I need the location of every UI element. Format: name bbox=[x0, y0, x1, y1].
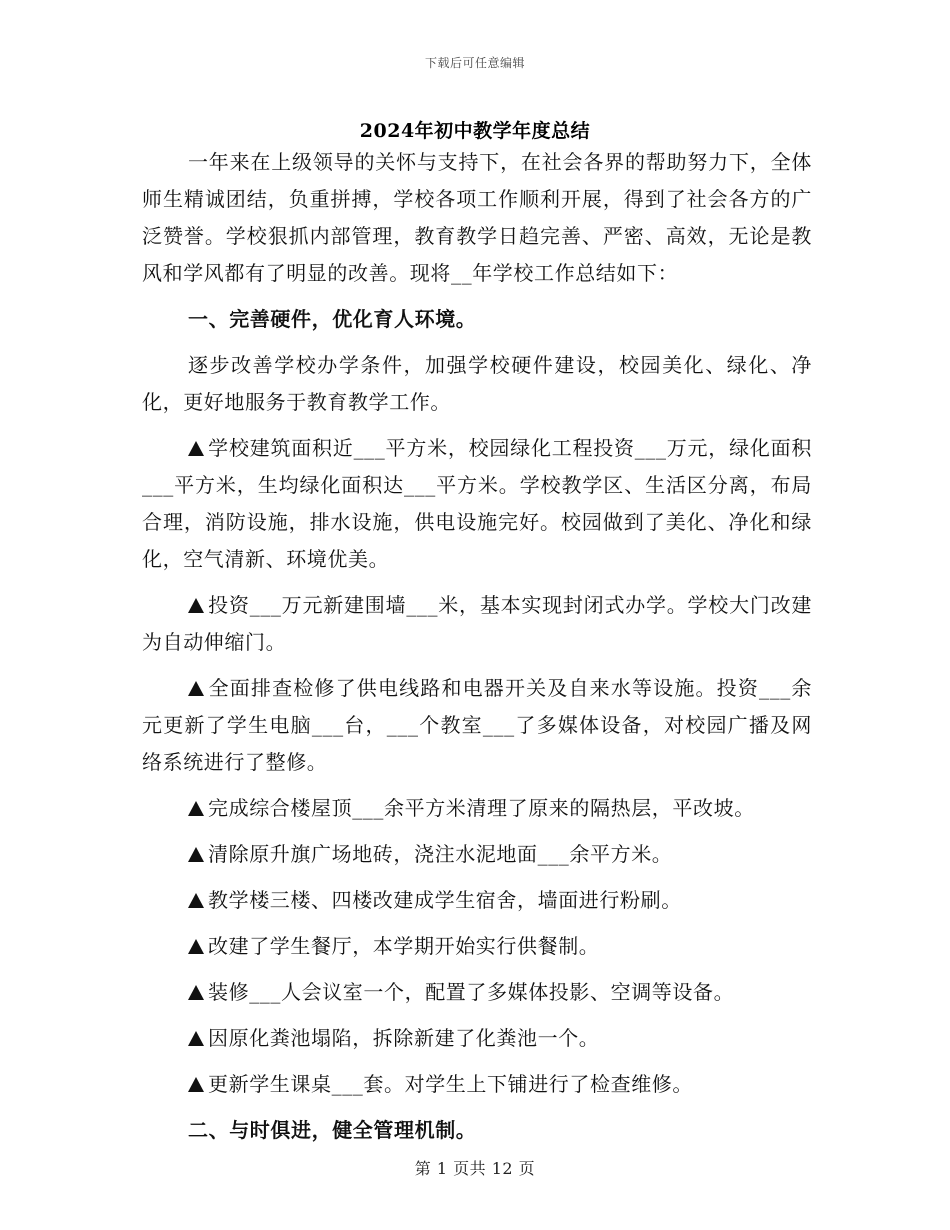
header-note: 下载后可任意编辑 bbox=[424, 56, 525, 70]
document-title: 2024年初中教学年度总结 bbox=[359, 120, 591, 142]
triangle-bullet-icon bbox=[188, 847, 204, 862]
triangle-bullet-icon bbox=[188, 985, 204, 1000]
triangle-bullet-icon bbox=[188, 681, 204, 696]
bullet-text: 完成综合楼屋顶___余平方米清理了原来的隔热层，平改坡。 bbox=[208, 796, 755, 820]
triangle-bullet-icon bbox=[188, 939, 204, 954]
bullet-text: 清除原升旗广场地砖，浇注水泥地面___余平方米。 bbox=[208, 842, 673, 866]
bullet-text: 学校建筑面积近___平方米，校园绿化工程投资___万元，绿化面积___平方米，生均绿化面积达___平方米。学校教学区、生活区分离，布局合理，消防设施，排水设施，供电设施完好。校园做到了美化、净化和绿化，空气清新、环境优美。 bbox=[142, 436, 812, 571]
bullet-item bbox=[142, 928, 812, 965]
bullet-item bbox=[142, 430, 812, 578]
bullet-text: 改建了学生餐厅，本学期开始实行供餐制。 bbox=[208, 934, 600, 958]
bullet-item bbox=[142, 587, 812, 661]
intro-paragraph: 一年来在上级领导的关怀与支持下，在社会各界的帮助努力下，全体师生精诚团结，负重拼搏，学校各项工作顺利开展，得到了社会各方的广泛赞誉。学校狠抓内部管理，教育教学日趋完善、严密、高效，无论是教风和学风都有了明显的改善。现将__年学校工作总结如下： bbox=[142, 150, 812, 285]
section-heading-2: 二、与时俱进，健全管理机制。 bbox=[188, 1118, 477, 1142]
triangle-bullet-icon bbox=[188, 801, 204, 816]
bullet-text: 因原化粪池塌陷，拆除新建了化粪池一个。 bbox=[208, 1026, 600, 1050]
triangle-bullet-icon bbox=[188, 1077, 204, 1092]
page-footer: 第 1 页共 12 页 bbox=[414, 1159, 536, 1178]
bullet-item bbox=[142, 670, 812, 781]
triangle-bullet-icon bbox=[188, 1031, 204, 1046]
bullet-text: 教学楼三楼、四楼改建成学生宿舍，墙面进行粉刷。 bbox=[208, 888, 682, 912]
bullet-item bbox=[142, 836, 812, 873]
bullet-text: 装修___人会议室一个，配置了多媒体投影、空调等设备。 bbox=[208, 980, 735, 1004]
triangle-bullet-icon bbox=[188, 893, 204, 908]
bullet-text: 全面排查检修了供电线路和电器开关及自来水等设施。投资___余元更新了学生电脑___台，___个教室___了多媒体设备，对校园广播及网络系统进行了整修。 bbox=[142, 676, 812, 774]
triangle-bullet-icon bbox=[188, 441, 204, 456]
section-1-lead-paragraph: 逐步改善学校办学条件，加强学校硬件建设，校园美化、绿化、净化，更好地服务于教育教学工作。 bbox=[142, 353, 812, 414]
bullet-text: 更新学生课桌___套。对学生上下铺进行了检查维修。 bbox=[208, 1072, 693, 1096]
bullet-item bbox=[142, 882, 812, 919]
bullet-item bbox=[142, 974, 812, 1011]
triangle-bullet-icon bbox=[188, 598, 204, 613]
document-body bbox=[142, 144, 812, 1158]
bullet-text: 投资___万元新建围墙___米，基本实现封闭式办学。学校大门改建为自动伸缩门。 bbox=[142, 593, 812, 654]
bullet-item bbox=[142, 1020, 812, 1057]
bullet-item bbox=[142, 1066, 812, 1103]
section-heading-1: 一、完善硬件，优化育人环境。 bbox=[188, 307, 477, 331]
bullet-item bbox=[142, 790, 812, 827]
